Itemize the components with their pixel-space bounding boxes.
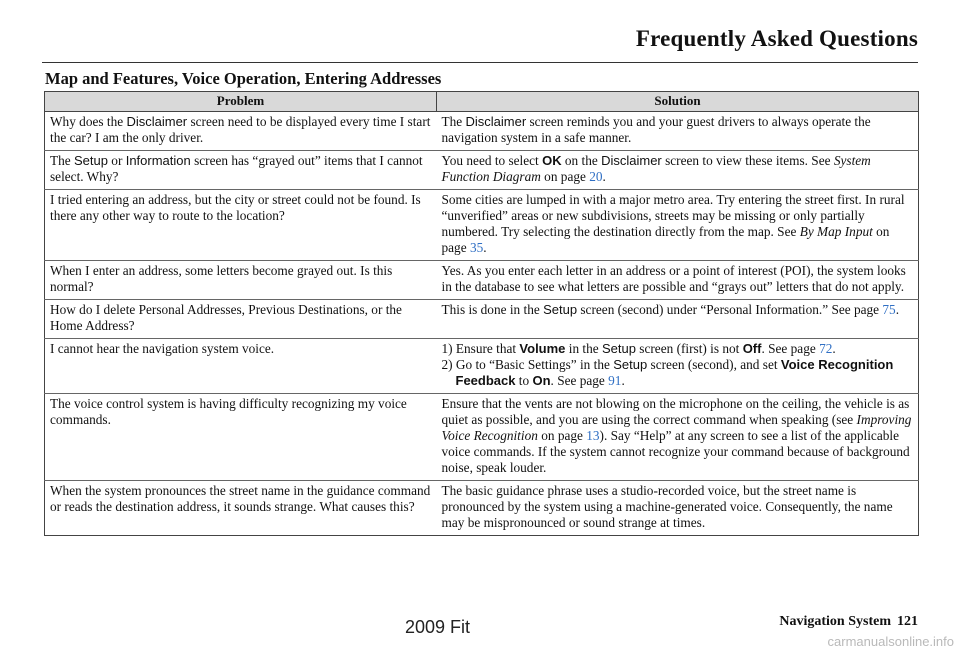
solution-step: [442, 341, 914, 357]
text-run: I tried entering an address, but the city or street could not be found. Is there any other way to route to the location?: [50, 192, 421, 223]
problem-cell: [45, 300, 437, 339]
text-run: You need to select: [441, 153, 543, 168]
text-run: .: [895, 302, 900, 317]
text-run: When the system pronounces the street name in the guidance command or reads the destination address, it sounds strange. What causes this?: [50, 483, 431, 514]
text-run: Yes. As you enter each letter in an address or a point of interest (POI), the system looks in the database to see what letters are possible and “grays out” letters that do not apply.: [441, 263, 906, 294]
page-link[interactable]: 91: [608, 373, 622, 388]
section-reference: By Map Input: [799, 224, 873, 239]
page-link[interactable]: 72: [819, 341, 833, 356]
text-run: screen (second), and set: [647, 357, 781, 372]
problem-cell: [45, 481, 437, 536]
section-reference: System Function Diagram: [441, 153, 871, 184]
text-run: Some cities are lumped in with a major metro area. Try entering the street first. In rural “unverified” areas or new subdivisions, streets may be missing or only partially numbered. Try selecting the destination directly from the map. See: [441, 192, 905, 239]
problem-cell: [45, 112, 437, 151]
text-run: or: [107, 153, 126, 168]
faq-table-body: [45, 112, 919, 536]
text-run: .: [621, 373, 625, 388]
solution-cell: [437, 261, 919, 300]
page-number: 121: [897, 614, 918, 629]
table-row: [45, 300, 919, 339]
table-row: [45, 394, 919, 481]
text-run: to: [515, 373, 533, 388]
column-header-problem: Problem: [45, 92, 437, 112]
ui-term: Setup: [613, 357, 648, 372]
table-row: [45, 151, 919, 190]
solution-cell: [437, 481, 919, 536]
solution-cell: [437, 300, 919, 339]
text-run: on the: [561, 153, 602, 168]
text-run: The: [441, 114, 466, 129]
text-run: 2) Go to “Basic Settings” in the: [441, 357, 614, 372]
text-run: screen to view these items. See: [661, 153, 834, 168]
ui-term: Setup: [543, 302, 578, 317]
ui-term: Setup: [601, 341, 636, 356]
text-run: .: [483, 240, 487, 255]
text-run: When I enter an address, some letters become grayed out. Is this normal?: [50, 263, 393, 294]
ui-button-term: Volume: [519, 341, 566, 356]
title-divider: [42, 62, 918, 63]
text-run: How do I delete Personal Addresses, Previous Destinations, or the Home Address?: [50, 302, 402, 333]
page-title: Frequently Asked Questions: [635, 26, 918, 51]
ui-button-term: Off: [742, 341, 762, 356]
text-run: screen (first) is not: [635, 341, 743, 356]
footer-page-label: [779, 614, 918, 630]
section-reference: Improving Voice Recognition: [441, 412, 912, 443]
text-run: screen reminds you and your guest drivers to always operate the navigation system in a safe manner.: [441, 114, 871, 145]
table-row: [45, 481, 919, 536]
problem-cell: [45, 151, 437, 190]
text-run: ). Say “Help” at any screen to see a list of the applicable voice commands. If the system cannot recognize your command because of background noise, speak louder.: [441, 428, 910, 475]
solution-cell: [437, 190, 919, 261]
text-run: Why does the: [50, 114, 127, 129]
table-row: [45, 261, 919, 300]
problem-cell: [45, 339, 437, 394]
problem-cell: [45, 261, 437, 300]
text-run: on page: [540, 169, 590, 184]
table-row: [45, 190, 919, 261]
page-link[interactable]: 13: [586, 428, 600, 443]
text-run: on page: [537, 428, 587, 443]
ui-term: Disclaimer: [465, 114, 527, 129]
text-run: screen has “grayed out” items that I cannot select. Why?: [50, 153, 423, 184]
solution-cell: [437, 112, 919, 151]
watermark: carmanualsonline.info: [827, 634, 954, 649]
page-link[interactable]: 75: [882, 302, 896, 317]
page-link[interactable]: 20: [589, 169, 603, 184]
text-run: 1) Ensure that: [441, 341, 520, 356]
page-link[interactable]: 35: [469, 240, 484, 255]
problem-cell: [45, 190, 437, 261]
text-run: screen (second) under “Personal Information.” See page: [577, 302, 883, 317]
table-header-row: [45, 92, 919, 112]
ui-button-term: On: [532, 373, 551, 388]
solution-cell: [437, 151, 919, 190]
text-run: This is done in the: [441, 302, 544, 317]
text-run: . See page: [761, 341, 820, 356]
ui-term: Information: [125, 153, 191, 168]
ui-button-term: Voice Recognition Feedback: [455, 357, 894, 388]
text-run: I cannot hear the navigation system voice.: [50, 341, 275, 356]
text-run: in the: [565, 341, 602, 356]
table-row: [45, 339, 919, 394]
problem-cell: [45, 394, 437, 481]
text-run: Ensure that the vents are not blowing on the microphone on the ceiling, the vehicle is as quiet as possible, and you are using the correct command when speaking (see: [441, 396, 910, 427]
ui-term: Disclaimer: [601, 153, 662, 168]
section-heading: Map and Features, Voice Operation, Entering Addresses: [45, 69, 442, 88]
text-run: The voice control system is having difficulty recognizing my voice commands.: [50, 396, 407, 427]
text-run: screen need to be displayed every time I start the car? I am the only driver.: [50, 114, 431, 145]
table-row: [45, 112, 919, 151]
solution-step: [442, 357, 914, 389]
ui-term: Setup: [74, 153, 108, 168]
faq-table: [44, 91, 919, 536]
text-run: .: [602, 169, 606, 184]
column-header-solution: Solution: [437, 92, 919, 112]
text-run: The: [50, 153, 74, 168]
text-run: .: [832, 341, 836, 356]
ui-button-term: OK: [542, 153, 562, 168]
text-run: on page: [441, 224, 890, 255]
ui-term: Disclaimer: [126, 114, 188, 129]
text-run: . See page: [550, 373, 609, 388]
text-run: The basic guidance phrase uses a studio-recorded voice, but the street name is pronounced by the system using a machine-generated voice. Consequently, the name may be mispronounced or sound strange at times.: [441, 483, 893, 530]
solution-cell: [437, 394, 919, 481]
footer-model-year: 2009 Fit: [405, 617, 471, 637]
solution-cell: [437, 339, 919, 394]
solution-steps: [442, 341, 914, 389]
footer-section-name: Navigation System: [779, 614, 891, 629]
